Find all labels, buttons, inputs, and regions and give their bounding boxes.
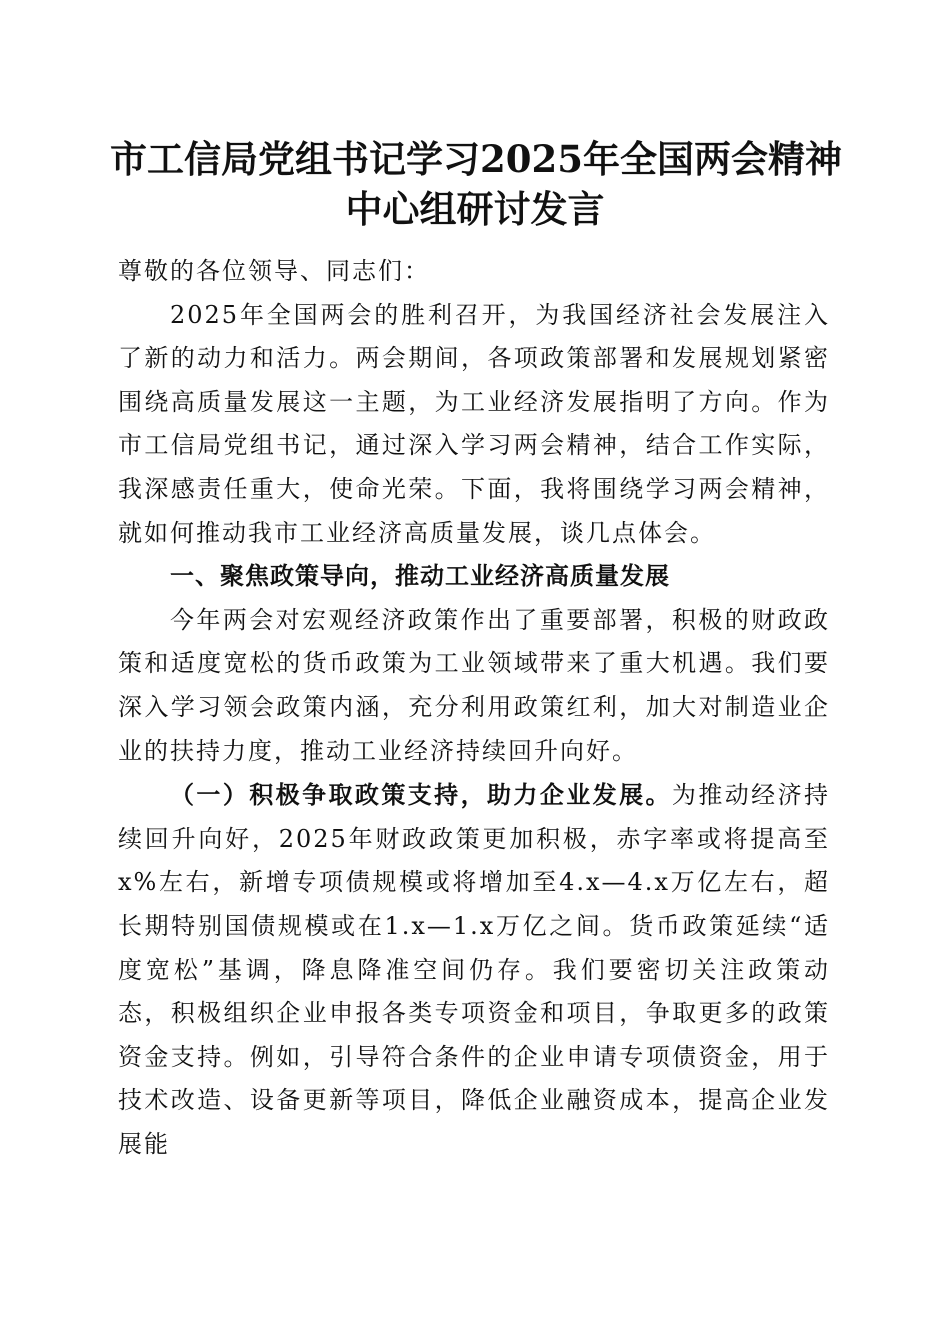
- document-body: [118, 250, 830, 1166]
- section-1-paragraph: 今年两会对宏观经济政策作出了重要部署，积极的财政政策和适度宽松的货币政策为工业领域带来了重大机遇。我们要深入学习领会政策内涵，充分利用政策红利，加大对制造业企业的扶持力度，推动工业经济持续回升向好。: [118, 605, 830, 765]
- document-title: [110, 134, 840, 234]
- title-line-2: 中心组研讨发言: [345, 187, 605, 231]
- subsection-1-paragraph: [118, 773, 830, 1166]
- salutation: 尊敬的各位领导、同志们：: [118, 257, 430, 285]
- title-line-1: 市工信局党组书记学习2025年全国两会精神: [110, 137, 842, 181]
- intro-paragraph: 2025年全国两会的胜利召开，为我国经济社会发展注入了新的动力和活力。两会期间，各项政策部署和发展规划紧密围绕高质量发展这一主题，为工业经济发展指明了方向。作为市工信局党组书记，通过深入学习两会精神，结合工作实际，我深感责任重大，使命光荣。下面，我将围绕学习两会精神，就如何推动我市工业经济高质量发展，谈几点体会。: [118, 300, 830, 547]
- subsection-1-lead: （一）积极争取政策支持，助力企业发展。: [170, 780, 672, 810]
- subsection-1-body: 为推动经济持续回升向好，2025年财政政策更加积极，赤字率或将提高至x%左右，新增专项债规模或将增加至4.x—4.x万亿左右，超长期特别国债规模或在1.x—1.x万亿之间。货币政策延续“适度宽松”基调，降息降准空间仍存。我们要密切关注政策动态，积极组织企业申报各类专项资金和项目，争取更多的政策资金支持。例如，引导符合条件的企业申请专项债资金，用于技术改造、设备更新等项目，降低企业融资成本，提高企业发展能: [118, 781, 831, 1158]
- section-1-heading: 一、聚焦政策导向，推动工业经济高质量发展: [170, 562, 670, 591]
